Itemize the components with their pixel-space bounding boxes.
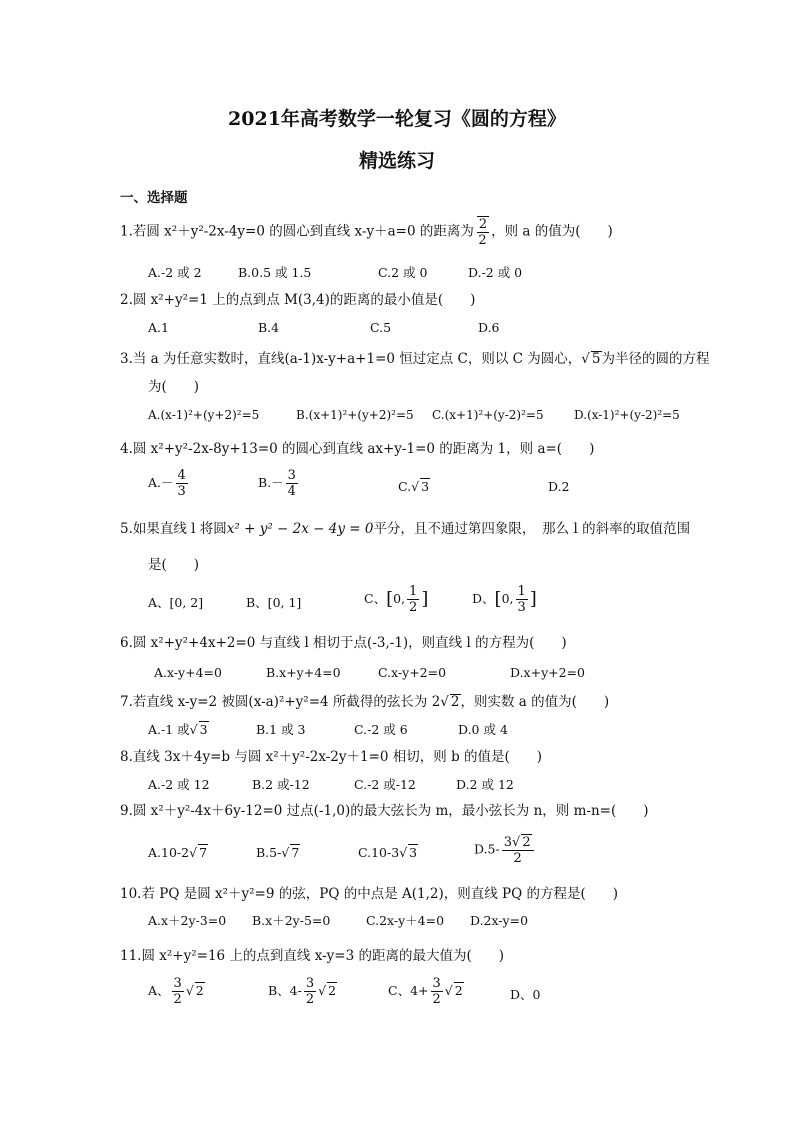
option[interactable]: B.5-√ 7 [256,845,300,860]
option[interactable]: C.10-3√ 3 [358,845,418,860]
option[interactable]: B、4- $\frac{3}{2}$ √ 2 [268,976,337,1007]
option[interactable]: C.(x+1)²+(y-2)²=5 [432,408,544,422]
option[interactable]: D.2x-y=0 [470,913,529,928]
option[interactable]: B.4 [258,320,280,335]
option[interactable]: A.x-y+4=0 [154,665,222,680]
question-2-stem: 2.圆 x²+y²=1 上的点到点 M(3,4)的距离的最小值是( ) [120,292,476,308]
option[interactable]: B.(x+1)²+(y+2)²=5 [296,408,414,422]
option[interactable]: A、[0, 2] [148,595,204,610]
option[interactable]: D.2 或 12 [456,777,514,792]
option[interactable]: C.-2 或-12 [354,777,416,792]
question-1-stem: 1.若圆 x²＋y²-2x-4y=0 的圆心到直线 x-y＋a=0 的距离为 $\frac{2}{2}$ ，则 a 的值为( ) [120,217,613,248]
option[interactable]: A.(x-1)²+(y+2)²=5 [148,408,260,422]
option[interactable]: D.-2 或 0 [468,265,523,280]
question-7-stem: 7.若直线 x-y=2 被圆(x-a)²+y²=4 所截得的弦长为 2√ 2，则实数 a 的值为( ) [120,694,610,710]
option[interactable]: C.5 [370,320,392,335]
page-title: 2021年高考数学一轮复习《圆的方程》 [228,108,566,130]
question-3-stem-cont: 为( ) [148,379,200,395]
option[interactable]: A.1 [148,320,169,335]
option[interactable]: A.-2 或 2 [148,265,202,280]
question-10-stem: 10.若 PQ 是圆 x²＋y²=9 的弦，PQ 的中点是 A(1,2)，则直线 PQ 的方程是( ) [120,886,619,902]
option[interactable]: A.-1 或√ 3 [148,722,208,737]
option[interactable]: D.6 [478,320,500,335]
option[interactable]: B.－ $\frac{3}{4}$ [258,468,296,499]
option[interactable]: D、0 [510,987,541,1002]
option[interactable]: D.5- $\frac{3√ 2}{2}$ [474,834,536,866]
option[interactable]: B.1 或 3 [256,722,306,737]
question-3-stem: 3.当 a 为任意实数时，直线(a-1)x-y+a+1=0 恒过定点 C，则以 C 为圆心，√ 5为半径的圆的方程 [120,351,710,367]
option[interactable]: C.-2 或 6 [354,722,408,737]
option[interactable]: D.0 或 4 [458,722,508,737]
section-heading: 一、选择题 [120,190,188,206]
option[interactable]: B.x+y+4=0 [266,665,341,680]
question-5-stem: 5.如果直线 l 将圆x² + y² − 2x − 4y = 0平分，且不通过第四象限， 那么 l 的斜率的取值范围 [120,521,691,537]
option[interactable]: C.2 或 0 [378,265,428,280]
option[interactable]: A.x＋2y-3=0 [148,913,227,928]
option[interactable]: B、[0, 1] [246,595,302,610]
option[interactable]: C、4+ $\frac{3}{2}$ √ 2 [388,976,463,1007]
option[interactable]: C.x-y+2=0 [378,665,447,680]
option[interactable]: D.x+y+2=0 [510,665,585,680]
option[interactable]: B.x＋2y-5=0 [252,913,331,928]
question-5-stem-cont: 是( ) [148,557,200,573]
option[interactable]: A.－ $\frac{4}{3}$ [148,468,186,499]
fraction: $\frac{2}{2}$ [478,217,488,248]
question-11-stem: 11.圆 x²+y²=16 上的点到直线 x-y=3 的距离的最大值为( ) [120,948,504,964]
question-8-stem: 8.直线 3x＋4y=b 与圆 x²＋y²-2x-2y＋1=0 相切，则 b 的值是( ) [120,749,543,765]
option[interactable]: D.(x-1)²+(y-2)²=5 [574,408,680,422]
question-6-stem: 6.圆 x²+y²+4x+2=0 与直线 l 相切于点(-3,-1)，则直线 l 的方程为( ) [120,635,567,651]
question-9-stem: 9.圆 x²＋y²-4x＋6y-12=0 过点(-1,0)的最大弦长为 m，最小弦长为 n，则 m-n=( ) [120,803,649,819]
option[interactable]: B.0.5 或 1.5 [238,265,312,280]
option[interactable]: C.2x-y＋4=0 [366,913,445,928]
option[interactable]: B.2 或-12 [252,777,310,792]
question-4-stem: 4.圆 x²+y²-2x-8y+13=0 的圆心到直线 ax+y-1=0 的距离为 1，则 a=( ) [120,441,595,457]
option[interactable]: A.-2 或 12 [148,777,210,792]
page-subtitle: 精选练习 [358,150,435,172]
option[interactable]: C.√ 3 [398,479,430,494]
option[interactable]: D.2 [548,479,570,494]
option[interactable]: A、 $\frac{3}{2}$ √ 2 [148,976,204,1007]
option[interactable]: C、[0, $\frac{1}{2}$ ] [364,584,429,615]
option[interactable]: A.10-2√ 7 [148,845,208,860]
option[interactable]: D、[0, $\frac{1}{3}$ ] [472,584,537,615]
